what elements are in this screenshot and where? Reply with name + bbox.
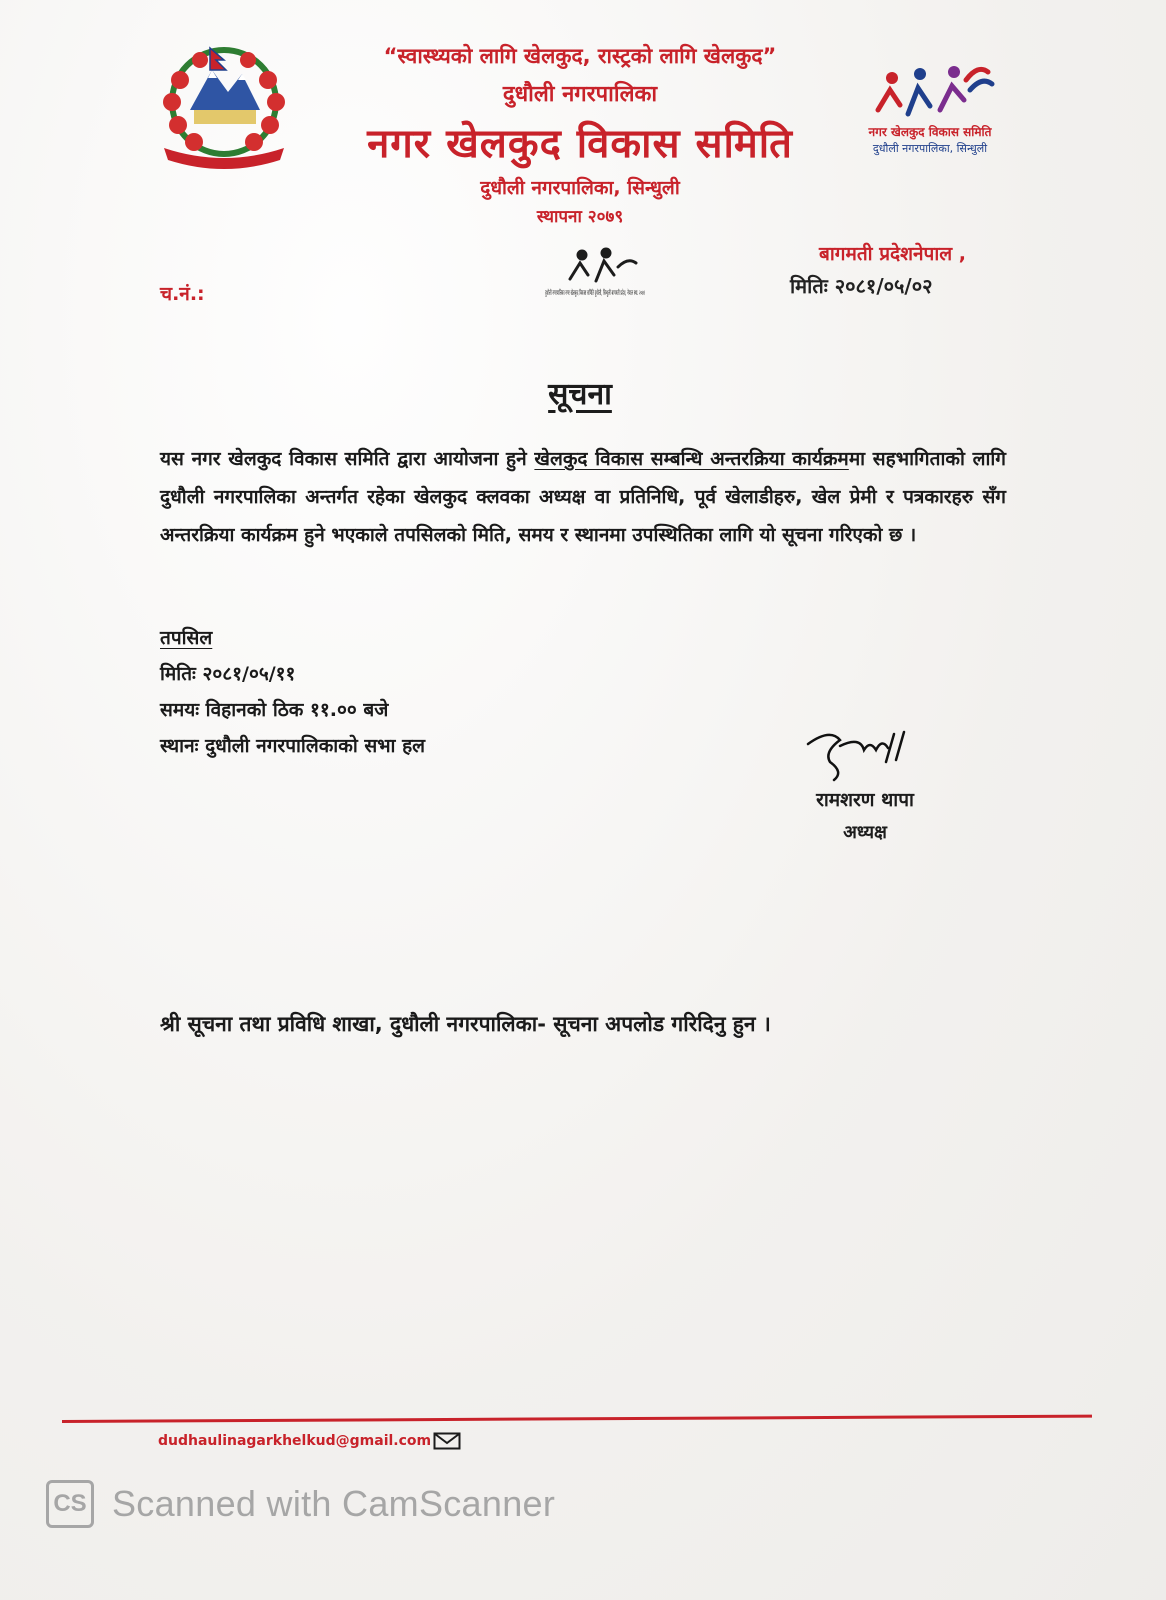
committee-seal-stamp-icon (540, 245, 796, 337)
sports-logo-caption: नगर खेलकुद विकास समिति (868, 125, 992, 139)
event-time: समयः विहानको ठिक ११.०० बजे (160, 699, 389, 721)
province-label: बागमती प्रदेशनेपाल , (819, 243, 966, 265)
watermark-text: Scanned with CamScanner (112, 1483, 556, 1524)
stamp-text: दुधौली नगरपालिका नगर खेलकुद विकास समिति दुधौली, सिन्धुली बागमती प्रदेश, नेपाल स्था. २०७९ (545, 289, 796, 297)
notice-body-part-2: मा सहभागिताको लागि दुधौली नगरपालिका अन्तर्गत रहेका खेलकुद क्लवका अध्यक्ष वा प्रतिनिधि, पूर्व खेलाडीहरु, खेल प्रेमी र पत्रकारहरु सँग अन्तरक्रिया कार्यक्रम हुने भएकाले तपसिलको मिति, समय र स्थानमा उपस्थितिका लागि यो सूचना गरिएको छ । (160, 448, 1007, 546)
municipality-name: दुधौली नगरपालिका (502, 82, 658, 107)
camscanner-watermark (46, 1478, 555, 1530)
event-date: मितिः २०८१/०५/११ (160, 663, 296, 685)
schedule-details (160, 620, 425, 764)
notice-heading: सूचना (548, 377, 612, 412)
contact-email: dudhaulinagarkhelkud@gmail.com (158, 1433, 432, 1449)
nepal-government-emblem-icon (150, 40, 298, 170)
committee-address: दुधौली नगरपालिका, सिन्धुली (480, 177, 680, 199)
envelope-icon (433, 1432, 461, 1450)
details-heading: तपसिल (160, 627, 213, 649)
notice-body-part-1: यस नगर खेलकुद विकास समिति द्वारा आयोजना हुने (160, 448, 535, 470)
notice-body (160, 440, 1006, 554)
footer-email (158, 1432, 461, 1450)
committee-title: नगर खेलकुद विकास समिति (367, 121, 793, 167)
event-venue: स्थानः दुधौली नगरपालिकाको सभा हल (160, 735, 426, 757)
sports-logo-subcaption: दुधौली नगरपालिका, सिन्धुली (872, 142, 988, 155)
signatory-name: रामशरण थापा (816, 789, 914, 811)
cc-instruction: श्री सूचना तथा प्रविधि शाखा, दुधौली नगरपालिका- सूचना अपलोड गरिदिनु हुन । (160, 1012, 771, 1036)
footer-divider (62, 1415, 1092, 1423)
motto: “स्वास्थ्यको लागि खेलकुद, रास्ट्रको लागि खेलकुद” (383, 44, 777, 68)
sports-committee-logo-icon (860, 50, 1000, 160)
established-year: स्थापना २०७९ (536, 207, 624, 227)
signature-mark (800, 722, 920, 784)
letter-date: मितिः २०८१/०५/०२ (790, 274, 933, 298)
reference-number-label: च.नं.: (160, 283, 205, 305)
signatory-title: अध्यक्ष (843, 822, 887, 843)
program-name-underlined: खेलकुद विकास सम्बन्धि अन्तरक्रिया कार्यक्रम (534, 448, 849, 470)
camscanner-logo-icon: CS (46, 1480, 94, 1528)
